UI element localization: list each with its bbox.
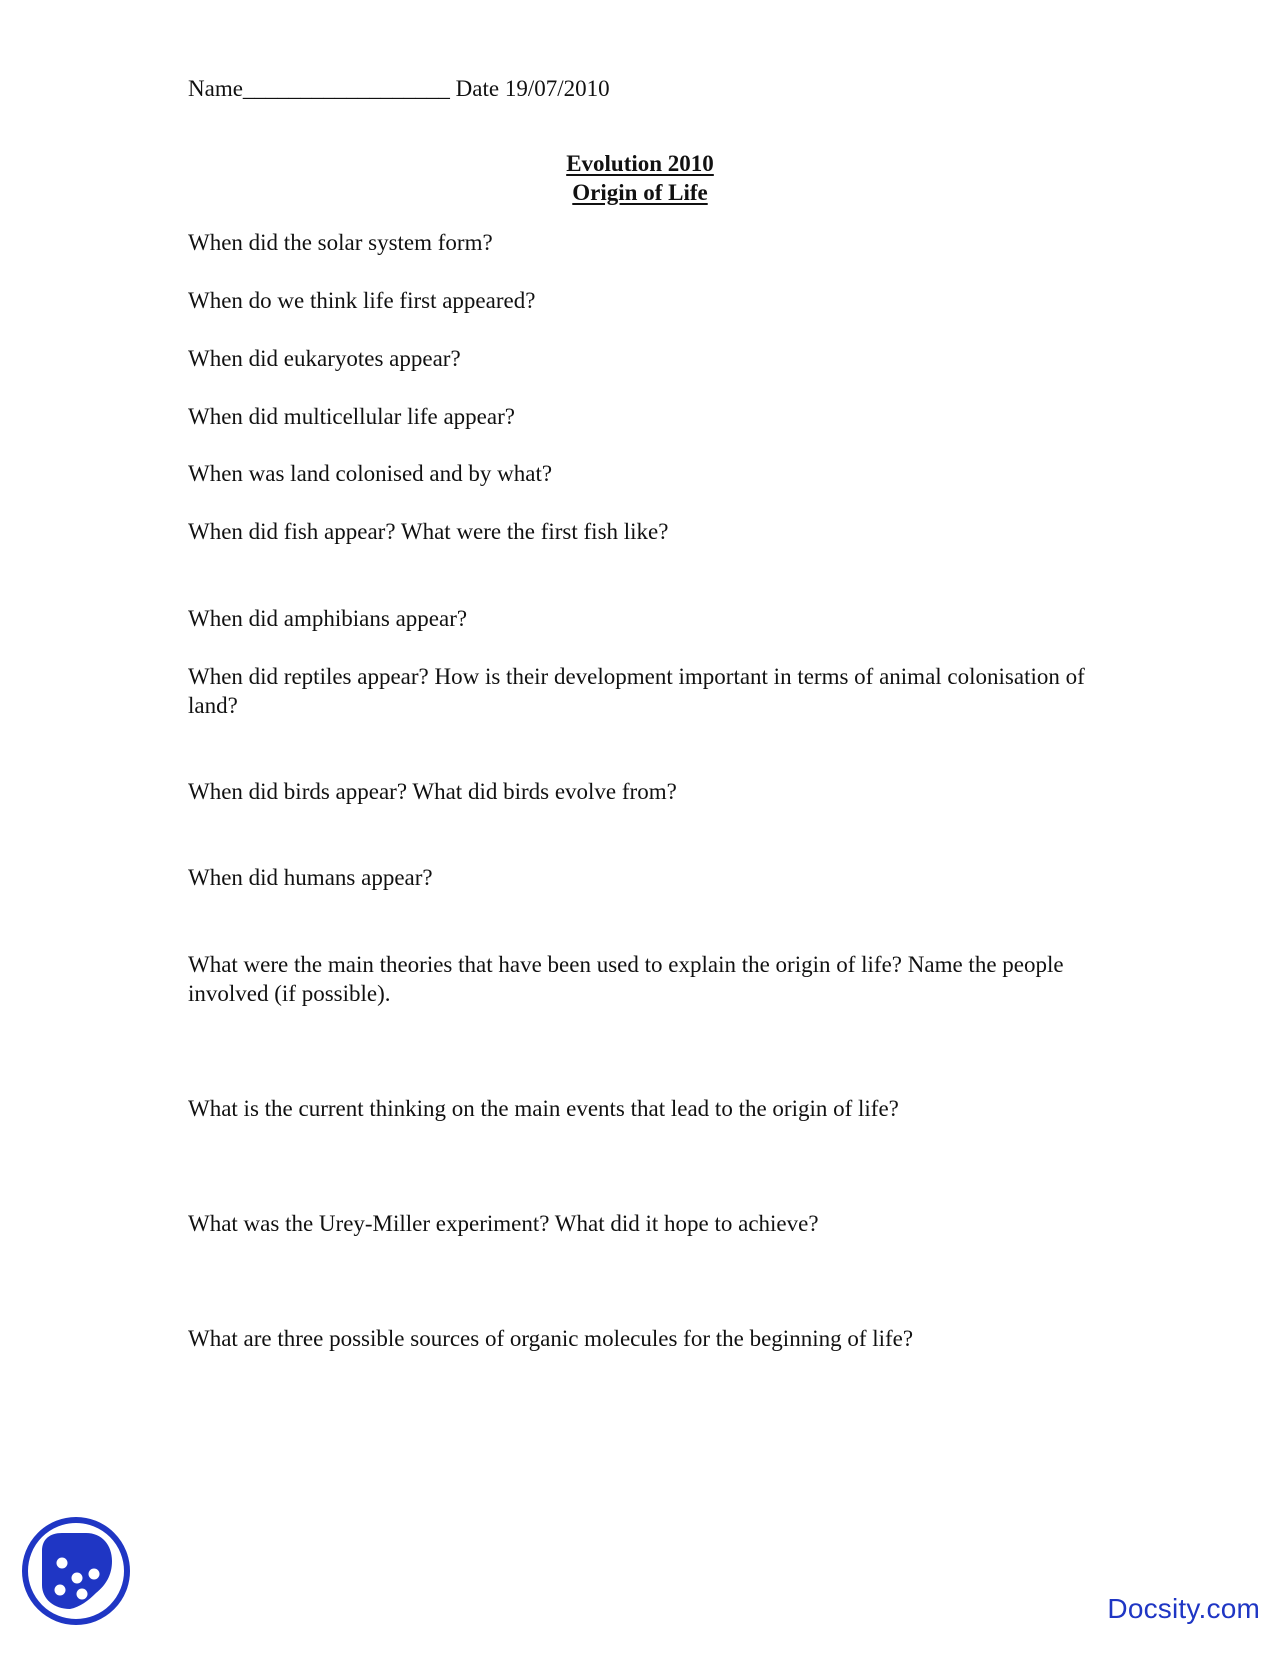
question-8: When did reptiles appear? How is their development important in terms of animal colonisation of land?	[188, 664, 1085, 718]
question-9: When did birds appear? What did birds evolve from?	[188, 779, 677, 804]
question-14: What are three possible sources of organic molecules for the beginning of life?	[188, 1326, 914, 1351]
title-line-1: Evolution 2010	[566, 151, 714, 176]
question-2: When do we think life first appeared?	[188, 288, 536, 313]
name-label: Name	[188, 76, 243, 101]
docsity-logo-icon	[20, 1515, 132, 1627]
question-6: When did fish appear? What were the first fish like?	[188, 519, 669, 544]
name-blank: __________________	[242, 76, 450, 101]
title-line-2: Origin of Life	[572, 180, 708, 205]
docsity-brand-text[interactable]: Docsity.com	[1107, 1593, 1260, 1624]
question-1: When did the solar system form?	[188, 230, 493, 255]
question-5: When was land colonised and by what?	[188, 461, 553, 486]
question-10: When did humans appear?	[188, 865, 433, 890]
question-3: When did eukaryotes appear?	[188, 346, 461, 371]
question-13: What was the Urey-Miller experiment? What did it hope to achieve?	[188, 1211, 819, 1236]
question-12: What is the current thinking on the main events that lead to the origin of life?	[188, 1096, 899, 1121]
question-11: What were the main theories that have been used to explain the origin of life? Name the people involved (if possible).	[188, 952, 1064, 1006]
question-4: When did multicellular life appear?	[188, 404, 515, 429]
name-date-line	[188, 74, 610, 103]
question-7: When did amphibians appear?	[188, 606, 468, 631]
page-title	[0, 149, 1280, 207]
date-text: Date 19/07/2010	[455, 76, 610, 101]
